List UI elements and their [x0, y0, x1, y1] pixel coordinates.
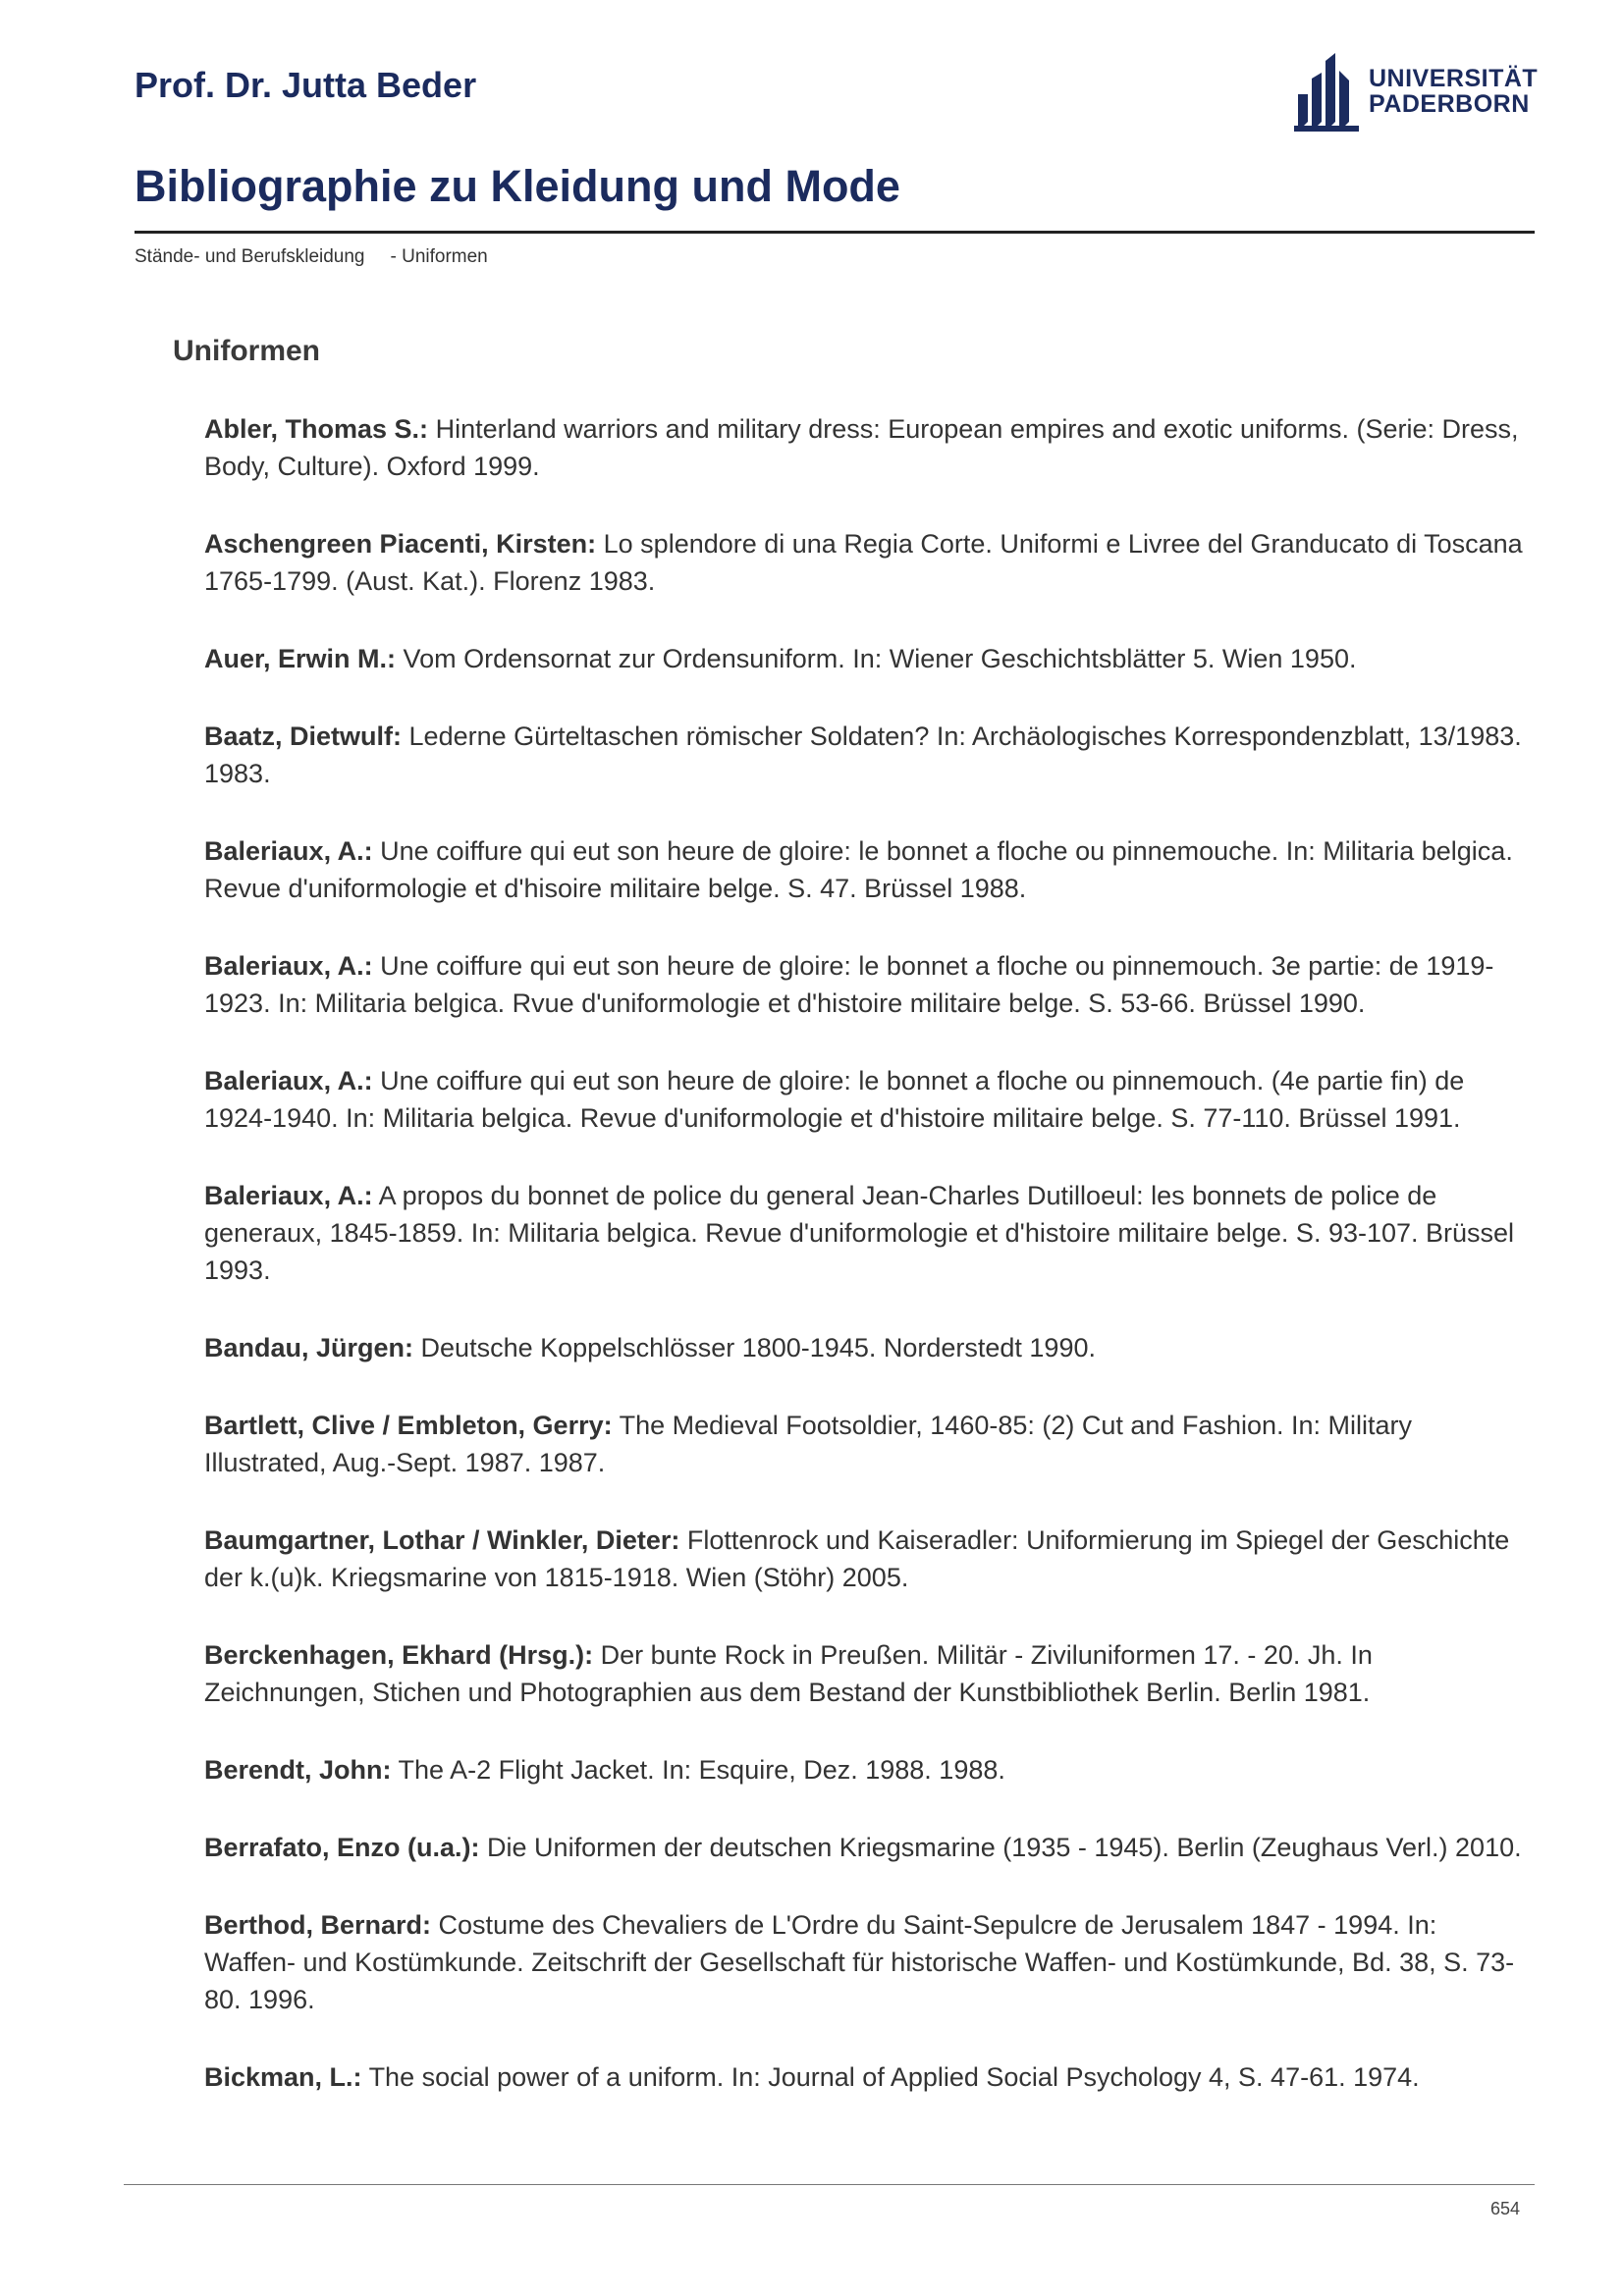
bibliography-entry [204, 2058, 1535, 2096]
entry-author: Auer, Erwin M.: [204, 644, 397, 673]
bibliography-entry [204, 718, 1535, 792]
entry-text: Die Uniformen der deutschen Kriegsmarine (1935 - 1945). Berlin (Zeughaus Verl.) 2010. [487, 1833, 1522, 1862]
entry-author: Bickman, L.: [204, 2062, 362, 2092]
entry-author: Baatz, Dietwulf: [204, 721, 403, 751]
entry-text: Deutsche Koppelschlösser 1800-1945. Norderstedt 1990. [420, 1333, 1096, 1362]
breadcrumb-category: Stände- und Berufskleidung [135, 246, 365, 267]
breadcrumb [135, 246, 488, 268]
entry-text: Une coiffure qui eut son heure de gloire: le bonnet a floche ou pinnemouch. 3e partie: de 1919-1923. In: Militaria belgica. Rvue d'uniformologie et d'histoire militaire belge. S. 53-66. Brüssel 1990. [204, 951, 1494, 1018]
entry-author: Baleriaux, A.: [204, 836, 373, 866]
header-divider [135, 231, 1535, 234]
bibliography-entry [204, 1522, 1535, 1596]
university-logo-icon [1294, 51, 1359, 132]
bibliography-entry [204, 1062, 1535, 1137]
entry-text: Flottenrock und Kaiseradler: Uniformierung im Spiegel der Geschichte der k.(u)k. Kriegsmarine von 1815-1918. Wien (Stöhr) 2005. [204, 1525, 1510, 1592]
entry-text: Lo splendore di una Regia Corte. Uniformi e Livree del Granducato di Toscana 1765-1799. (Aust. Kat.). Florenz 1983. [204, 529, 1523, 596]
entry-author: Baumgartner, Lothar / Winkler, Dieter: [204, 1525, 680, 1555]
document-title: Bibliographie zu Kleidung und Mode [135, 161, 900, 211]
page-author: Prof. Dr. Jutta Beder [135, 65, 477, 105]
logo-line-1: UNIVERSITÄT [1369, 65, 1539, 92]
entry-text: Der bunte Rock in Preußen. Militär - Ziviluniformen 17. - 20. Jh. In Zeichnungen, Stichen und Photographien aus dem Bestand der Kunstbibliothek Berlin. Berlin 1981. [204, 1640, 1373, 1707]
bibliography-entry [204, 1177, 1535, 1289]
entry-text: A propos du bonnet de police du general Jean-Charles Dutilloeul: les bonnets de police de generaux, 1845-1859. In: Militaria belgica. Revue d'uniformologie et d'histoire militaire belge. S. 93-107. Brüssel 1993. [204, 1181, 1515, 1285]
bibliography-entry [204, 832, 1535, 907]
footer-divider [124, 2184, 1535, 2185]
entry-text: Une coiffure qui eut son heure de gloire: le bonnet a floche ou pinnemouche. In: Militaria belgica. Revue d'uniformologie et d'hisoire militaire belge. S. 47. Brüssel 1988. [204, 836, 1513, 903]
entry-author: Berckenhagen, Ekhard (Hrsg.): [204, 1640, 594, 1670]
entry-text: Une coiffure qui eut son heure de gloire: le bonnet a floche ou pinnemouch. (4e partie fin) de 1924-1940. In: Militaria belgica. Revue d'uniformologie et d'histoire militaire belge. S. 77-110. Brüssel 1991. [204, 1066, 1465, 1133]
bibliography-entry [204, 525, 1535, 600]
bibliography-entry [204, 947, 1535, 1022]
entry-author: Baleriaux, A.: [204, 1181, 373, 1210]
entry-author: Bartlett, Clive / Embleton, Gerry: [204, 1411, 613, 1440]
entry-text: The A-2 Flight Jacket. In: Esquire, Dez. 1988. 1988. [398, 1755, 1005, 1785]
entry-author: Aschengreen Piacenti, Kirsten: [204, 529, 597, 559]
entry-text: The social power of a uniform. In: Journal of Applied Social Psychology 4, S. 47-61. 1974. [368, 2062, 1420, 2092]
entry-author: Baleriaux, A.: [204, 1066, 373, 1095]
university-logo [1294, 51, 1539, 132]
entry-text: The Medieval Footsoldier, 1460-85: (2) Cut and Fashion. In: Military Illustrated, Aug.-Sept. 1987. 1987. [204, 1411, 1413, 1477]
entry-author: Abler, Thomas S.: [204, 414, 429, 444]
bibliography-entry [204, 1636, 1535, 1711]
entry-text: Lederne Gürteltaschen römischer Soldaten? In: Archäologisches Korrespondenzblatt, 13/1983. 1983. [204, 721, 1522, 788]
bibliography-entry [204, 410, 1535, 485]
entry-text: Vom Ordensornat zur Ordensuniform. In: Wiener Geschichtsblätter 5. Wien 1950. [403, 644, 1357, 673]
bibliography-list [204, 410, 1535, 2136]
bibliography-entry [204, 1906, 1535, 2018]
bibliography-entry [204, 1751, 1535, 1789]
page-number: 654 [1490, 2199, 1521, 2218]
logo-line-2: PADERBORN [1369, 90, 1530, 118]
entry-author: Berthod, Bernard: [204, 1910, 432, 1940]
entry-author: Berendt, John: [204, 1755, 392, 1785]
bibliography-entry [204, 640, 1535, 677]
entry-text: Costume des Chevaliers de L'Ordre du Saint-Sepulcre de Jerusalem 1847 - 1994. In: Waffen- und Kostümkunde. Zeitschrift der Gesellschaft für historische Waffen- und Kostümkunde, Bd. 38, S. 73-80. 1996. [204, 1910, 1515, 2014]
entry-author: Bandau, Jürgen: [204, 1333, 414, 1362]
entry-text: Hinterland warriors and military dress: European empires and exotic uniforms. (Serie: Dress, Body, Culture). Oxford 1999. [204, 414, 1519, 481]
section-title: Uniformen [173, 335, 320, 367]
bibliography-entry [204, 1329, 1535, 1366]
entry-author: Baleriaux, A.: [204, 951, 373, 981]
entry-author: Berrafato, Enzo (u.a.): [204, 1833, 480, 1862]
bibliography-entry [204, 1829, 1535, 1866]
bibliography-entry [204, 1407, 1535, 1481]
breadcrumb-subcategory: - Uniformen [390, 246, 488, 267]
